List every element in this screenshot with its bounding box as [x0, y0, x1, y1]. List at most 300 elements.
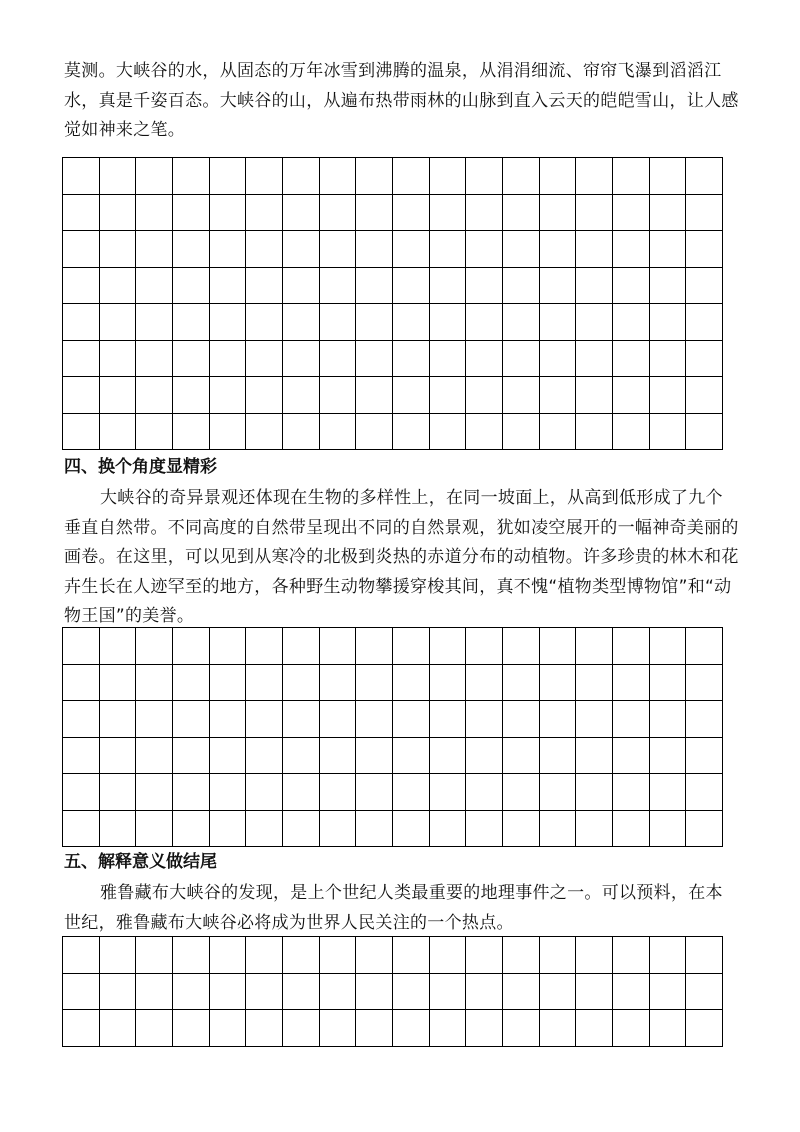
writing-grid-2[interactable]: [62, 627, 723, 847]
grid-cell[interactable]: [430, 738, 467, 775]
grid-cell[interactable]: [576, 304, 613, 341]
grid-cell[interactable]: [650, 414, 687, 451]
grid-cell[interactable]: [650, 811, 687, 848]
grid-cell[interactable]: [466, 974, 503, 1011]
grid-cell[interactable]: [246, 1010, 283, 1047]
grid-cell[interactable]: [136, 341, 173, 378]
grid-cell[interactable]: [540, 628, 577, 665]
grid-cell[interactable]: [356, 1010, 393, 1047]
grid-cell[interactable]: [650, 341, 687, 378]
grid-cell[interactable]: [393, 341, 430, 378]
grid-cell[interactable]: [210, 701, 247, 738]
grid-cell[interactable]: [466, 1010, 503, 1047]
grid-cell[interactable]: [173, 341, 210, 378]
grid-cell[interactable]: [466, 268, 503, 305]
grid-cell[interactable]: [283, 665, 320, 702]
grid-cell[interactable]: [173, 738, 210, 775]
grid-cell[interactable]: [63, 628, 100, 665]
grid-cell[interactable]: [63, 701, 100, 738]
grid-cell[interactable]: [100, 665, 137, 702]
grid-cell[interactable]: [283, 158, 320, 195]
grid-cell[interactable]: [246, 628, 283, 665]
grid-cell[interactable]: [503, 414, 540, 451]
grid-cell[interactable]: [136, 414, 173, 451]
grid-cell[interactable]: [210, 158, 247, 195]
grid-cell[interactable]: [136, 377, 173, 414]
grid-cell[interactable]: [246, 974, 283, 1011]
grid-cell[interactable]: [136, 937, 173, 974]
grid-cell[interactable]: [210, 1010, 247, 1047]
grid-cell[interactable]: [613, 974, 650, 1011]
grid-cell[interactable]: [246, 811, 283, 848]
grid-cell[interactable]: [100, 268, 137, 305]
grid-cell[interactable]: [466, 665, 503, 702]
grid-cell[interactable]: [466, 377, 503, 414]
grid-cell[interactable]: [466, 774, 503, 811]
grid-cell[interactable]: [650, 701, 687, 738]
grid-cell[interactable]: [576, 738, 613, 775]
grid-cell[interactable]: [136, 231, 173, 268]
grid-cell[interactable]: [100, 628, 137, 665]
grid-cell[interactable]: [100, 701, 137, 738]
grid-cell[interactable]: [356, 158, 393, 195]
grid-cell[interactable]: [576, 268, 613, 305]
grid-cell[interactable]: [576, 665, 613, 702]
grid-cell[interactable]: [63, 974, 100, 1011]
grid-cell[interactable]: [686, 195, 723, 232]
grid-cell[interactable]: [393, 701, 430, 738]
grid-cell[interactable]: [320, 665, 357, 702]
grid-cell[interactable]: [210, 268, 247, 305]
grid-cell[interactable]: [650, 158, 687, 195]
grid-cell[interactable]: [686, 937, 723, 974]
grid-cell[interactable]: [320, 738, 357, 775]
grid-cell[interactable]: [173, 268, 210, 305]
grid-cell[interactable]: [466, 738, 503, 775]
grid-cell[interactable]: [356, 811, 393, 848]
grid-cell[interactable]: [576, 811, 613, 848]
grid-cell[interactable]: [393, 974, 430, 1011]
grid-cell[interactable]: [650, 304, 687, 341]
grid-cell[interactable]: [613, 414, 650, 451]
grid-cell[interactable]: [393, 231, 430, 268]
grid-cell[interactable]: [356, 195, 393, 232]
grid-cell[interactable]: [613, 195, 650, 232]
grid-cell[interactable]: [246, 268, 283, 305]
grid-cell[interactable]: [430, 628, 467, 665]
grid-cell[interactable]: [613, 304, 650, 341]
grid-cell[interactable]: [100, 774, 137, 811]
grid-cell[interactable]: [320, 701, 357, 738]
grid-cell[interactable]: [430, 304, 467, 341]
grid-cell[interactable]: [540, 231, 577, 268]
grid-cell[interactable]: [686, 377, 723, 414]
grid-cell[interactable]: [503, 738, 540, 775]
grid-cell[interactable]: [503, 665, 540, 702]
grid-cell[interactable]: [686, 738, 723, 775]
grid-cell[interactable]: [393, 665, 430, 702]
grid-cell[interactable]: [540, 304, 577, 341]
grid-cell[interactable]: [246, 377, 283, 414]
grid-cell[interactable]: [173, 811, 210, 848]
grid-cell[interactable]: [393, 304, 430, 341]
grid-cell[interactable]: [393, 268, 430, 305]
grid-cell[interactable]: [430, 341, 467, 378]
grid-cell[interactable]: [136, 158, 173, 195]
grid-cell[interactable]: [283, 377, 320, 414]
grid-cell[interactable]: [320, 304, 357, 341]
grid-cell[interactable]: [100, 231, 137, 268]
grid-cell[interactable]: [63, 1010, 100, 1047]
grid-cell[interactable]: [173, 158, 210, 195]
grid-cell[interactable]: [576, 774, 613, 811]
grid-cell[interactable]: [210, 974, 247, 1011]
grid-cell[interactable]: [320, 341, 357, 378]
grid-cell[interactable]: [173, 1010, 210, 1047]
grid-cell[interactable]: [63, 774, 100, 811]
grid-cell[interactable]: [173, 304, 210, 341]
grid-cell[interactable]: [320, 158, 357, 195]
grid-cell[interactable]: [540, 701, 577, 738]
grid-cell[interactable]: [430, 811, 467, 848]
grid-cell[interactable]: [356, 974, 393, 1011]
grid-cell[interactable]: [393, 158, 430, 195]
grid-cell[interactable]: [136, 811, 173, 848]
grid-cell[interactable]: [393, 738, 430, 775]
grid-cell[interactable]: [466, 341, 503, 378]
grid-cell[interactable]: [63, 341, 100, 378]
grid-cell[interactable]: [430, 665, 467, 702]
grid-cell[interactable]: [540, 414, 577, 451]
grid-cell[interactable]: [283, 1010, 320, 1047]
grid-cell[interactable]: [210, 811, 247, 848]
grid-cell[interactable]: [136, 304, 173, 341]
grid-cell[interactable]: [686, 414, 723, 451]
grid-cell[interactable]: [210, 195, 247, 232]
grid-cell[interactable]: [540, 937, 577, 974]
grid-cell[interactable]: [576, 158, 613, 195]
grid-cell[interactable]: [430, 231, 467, 268]
grid-cell[interactable]: [173, 937, 210, 974]
grid-cell[interactable]: [650, 1010, 687, 1047]
grid-cell[interactable]: [393, 414, 430, 451]
grid-cell[interactable]: [430, 377, 467, 414]
grid-cell[interactable]: [540, 974, 577, 1011]
grid-cell[interactable]: [650, 195, 687, 232]
grid-cell[interactable]: [393, 628, 430, 665]
grid-cell[interactable]: [283, 738, 320, 775]
grid-cell[interactable]: [100, 414, 137, 451]
grid-cell[interactable]: [393, 1010, 430, 1047]
grid-cell[interactable]: [650, 268, 687, 305]
grid-cell[interactable]: [100, 738, 137, 775]
grid-cell[interactable]: [576, 341, 613, 378]
grid-cell[interactable]: [246, 414, 283, 451]
grid-cell[interactable]: [613, 937, 650, 974]
grid-cell[interactable]: [210, 628, 247, 665]
grid-cell[interactable]: [246, 231, 283, 268]
grid-cell[interactable]: [136, 195, 173, 232]
grid-cell[interactable]: [320, 414, 357, 451]
grid-cell[interactable]: [63, 158, 100, 195]
grid-cell[interactable]: [320, 774, 357, 811]
grid-cell[interactable]: [686, 268, 723, 305]
grid-cell[interactable]: [576, 231, 613, 268]
grid-cell[interactable]: [136, 268, 173, 305]
grid-cell[interactable]: [283, 414, 320, 451]
grid-cell[interactable]: [576, 377, 613, 414]
grid-cell[interactable]: [283, 341, 320, 378]
grid-cell[interactable]: [136, 774, 173, 811]
grid-cell[interactable]: [320, 377, 357, 414]
writing-grid-1[interactable]: [62, 157, 723, 450]
grid-cell[interactable]: [63, 937, 100, 974]
grid-cell[interactable]: [100, 195, 137, 232]
grid-cell[interactable]: [283, 701, 320, 738]
grid-cell[interactable]: [503, 268, 540, 305]
grid-cell[interactable]: [136, 628, 173, 665]
grid-cell[interactable]: [210, 341, 247, 378]
grid-cell[interactable]: [356, 701, 393, 738]
grid-cell[interactable]: [613, 1010, 650, 1047]
grid-cell[interactable]: [466, 937, 503, 974]
grid-cell[interactable]: [686, 158, 723, 195]
grid-cell[interactable]: [430, 1010, 467, 1047]
grid-cell[interactable]: [320, 231, 357, 268]
grid-cell[interactable]: [136, 1010, 173, 1047]
grid-cell[interactable]: [283, 974, 320, 1011]
grid-cell[interactable]: [393, 937, 430, 974]
grid-cell[interactable]: [466, 231, 503, 268]
grid-cell[interactable]: [686, 304, 723, 341]
grid-cell[interactable]: [393, 377, 430, 414]
grid-cell[interactable]: [356, 231, 393, 268]
grid-cell[interactable]: [246, 304, 283, 341]
grid-cell[interactable]: [503, 774, 540, 811]
grid-cell[interactable]: [100, 304, 137, 341]
grid-cell[interactable]: [540, 341, 577, 378]
grid-cell[interactable]: [503, 1010, 540, 1047]
grid-cell[interactable]: [650, 738, 687, 775]
grid-cell[interactable]: [356, 304, 393, 341]
grid-cell[interactable]: [393, 774, 430, 811]
grid-cell[interactable]: [576, 701, 613, 738]
grid-cell[interactable]: [466, 158, 503, 195]
grid-cell[interactable]: [210, 665, 247, 702]
grid-cell[interactable]: [320, 1010, 357, 1047]
grid-cell[interactable]: [283, 628, 320, 665]
grid-cell[interactable]: [503, 341, 540, 378]
grid-cell[interactable]: [136, 974, 173, 1011]
grid-cell[interactable]: [356, 268, 393, 305]
grid-cell[interactable]: [613, 701, 650, 738]
grid-cell[interactable]: [100, 811, 137, 848]
grid-cell[interactable]: [63, 304, 100, 341]
grid-cell[interactable]: [246, 341, 283, 378]
grid-cell[interactable]: [430, 701, 467, 738]
grid-cell[interactable]: [576, 1010, 613, 1047]
grid-cell[interactable]: [650, 937, 687, 974]
grid-cell[interactable]: [613, 628, 650, 665]
grid-cell[interactable]: [100, 974, 137, 1011]
grid-cell[interactable]: [283, 268, 320, 305]
grid-cell[interactable]: [283, 231, 320, 268]
grid-cell[interactable]: [210, 377, 247, 414]
grid-cell[interactable]: [283, 811, 320, 848]
grid-cell[interactable]: [393, 811, 430, 848]
grid-cell[interactable]: [246, 195, 283, 232]
grid-cell[interactable]: [173, 701, 210, 738]
grid-cell[interactable]: [540, 195, 577, 232]
grid-cell[interactable]: [63, 195, 100, 232]
grid-cell[interactable]: [356, 665, 393, 702]
grid-cell[interactable]: [613, 665, 650, 702]
grid-cell[interactable]: [466, 628, 503, 665]
grid-cell[interactable]: [136, 701, 173, 738]
grid-cell[interactable]: [430, 774, 467, 811]
grid-cell[interactable]: [503, 158, 540, 195]
grid-cell[interactable]: [173, 665, 210, 702]
grid-cell[interactable]: [650, 628, 687, 665]
grid-cell[interactable]: [686, 341, 723, 378]
grid-cell[interactable]: [283, 774, 320, 811]
grid-cell[interactable]: [613, 811, 650, 848]
grid-cell[interactable]: [686, 811, 723, 848]
grid-cell[interactable]: [430, 937, 467, 974]
grid-cell[interactable]: [210, 738, 247, 775]
grid-cell[interactable]: [540, 738, 577, 775]
grid-cell[interactable]: [100, 341, 137, 378]
grid-cell[interactable]: [173, 628, 210, 665]
grid-cell[interactable]: [100, 158, 137, 195]
grid-cell[interactable]: [540, 811, 577, 848]
grid-cell[interactable]: [503, 974, 540, 1011]
grid-cell[interactable]: [320, 974, 357, 1011]
grid-cell[interactable]: [430, 158, 467, 195]
grid-cell[interactable]: [503, 701, 540, 738]
grid-cell[interactable]: [246, 158, 283, 195]
grid-cell[interactable]: [613, 738, 650, 775]
grid-cell[interactable]: [210, 937, 247, 974]
grid-cell[interactable]: [650, 231, 687, 268]
grid-cell[interactable]: [686, 628, 723, 665]
grid-cell[interactable]: [540, 665, 577, 702]
grid-cell[interactable]: [63, 665, 100, 702]
grid-cell[interactable]: [173, 377, 210, 414]
grid-cell[interactable]: [540, 158, 577, 195]
grid-cell[interactable]: [173, 774, 210, 811]
grid-cell[interactable]: [210, 774, 247, 811]
grid-cell[interactable]: [613, 341, 650, 378]
grid-cell[interactable]: [320, 937, 357, 974]
grid-cell[interactable]: [540, 377, 577, 414]
grid-cell[interactable]: [466, 811, 503, 848]
grid-cell[interactable]: [466, 304, 503, 341]
grid-cell[interactable]: [540, 268, 577, 305]
grid-cell[interactable]: [576, 937, 613, 974]
grid-cell[interactable]: [356, 628, 393, 665]
grid-cell[interactable]: [210, 231, 247, 268]
grid-cell[interactable]: [246, 937, 283, 974]
grid-cell[interactable]: [283, 937, 320, 974]
grid-cell[interactable]: [356, 774, 393, 811]
grid-cell[interactable]: [613, 231, 650, 268]
grid-cell[interactable]: [540, 1010, 577, 1047]
grid-cell[interactable]: [503, 937, 540, 974]
grid-cell[interactable]: [393, 195, 430, 232]
grid-cell[interactable]: [650, 377, 687, 414]
grid-cell[interactable]: [356, 341, 393, 378]
grid-cell[interactable]: [686, 701, 723, 738]
grid-cell[interactable]: [686, 665, 723, 702]
grid-cell[interactable]: [466, 195, 503, 232]
grid-cell[interactable]: [576, 414, 613, 451]
grid-cell[interactable]: [430, 974, 467, 1011]
grid-cell[interactable]: [576, 628, 613, 665]
grid-cell[interactable]: [136, 738, 173, 775]
grid-cell[interactable]: [210, 414, 247, 451]
grid-cell[interactable]: [503, 304, 540, 341]
grid-cell[interactable]: [246, 665, 283, 702]
grid-cell[interactable]: [503, 195, 540, 232]
grid-cell[interactable]: [246, 701, 283, 738]
grid-cell[interactable]: [63, 268, 100, 305]
grid-cell[interactable]: [173, 195, 210, 232]
grid-cell[interactable]: [430, 268, 467, 305]
grid-cell[interactable]: [466, 701, 503, 738]
grid-cell[interactable]: [576, 974, 613, 1011]
grid-cell[interactable]: [686, 1010, 723, 1047]
grid-cell[interactable]: [650, 974, 687, 1011]
grid-cell[interactable]: [283, 304, 320, 341]
grid-cell[interactable]: [320, 628, 357, 665]
grid-cell[interactable]: [613, 158, 650, 195]
grid-cell[interactable]: [356, 377, 393, 414]
grid-cell[interactable]: [173, 974, 210, 1011]
grid-cell[interactable]: [650, 665, 687, 702]
grid-cell[interactable]: [63, 377, 100, 414]
grid-cell[interactable]: [63, 231, 100, 268]
grid-cell[interactable]: [173, 231, 210, 268]
grid-cell[interactable]: [173, 414, 210, 451]
grid-cell[interactable]: [210, 304, 247, 341]
grid-cell[interactable]: [686, 974, 723, 1011]
grid-cell[interactable]: [320, 268, 357, 305]
grid-cell[interactable]: [320, 195, 357, 232]
grid-cell[interactable]: [540, 774, 577, 811]
grid-cell[interactable]: [503, 377, 540, 414]
grid-cell[interactable]: [356, 937, 393, 974]
grid-cell[interactable]: [356, 738, 393, 775]
grid-cell[interactable]: [356, 414, 393, 451]
grid-cell[interactable]: [466, 414, 503, 451]
grid-cell[interactable]: [613, 377, 650, 414]
grid-cell[interactable]: [686, 774, 723, 811]
grid-cell[interactable]: [100, 377, 137, 414]
grid-cell[interactable]: [650, 774, 687, 811]
writing-grid-3[interactable]: [62, 936, 723, 1047]
grid-cell[interactable]: [503, 231, 540, 268]
grid-cell[interactable]: [503, 811, 540, 848]
grid-cell[interactable]: [503, 628, 540, 665]
grid-cell[interactable]: [63, 414, 100, 451]
grid-cell[interactable]: [430, 414, 467, 451]
grid-cell[interactable]: [246, 738, 283, 775]
grid-cell[interactable]: [576, 195, 613, 232]
grid-cell[interactable]: [686, 231, 723, 268]
grid-cell[interactable]: [63, 738, 100, 775]
grid-cell[interactable]: [283, 195, 320, 232]
